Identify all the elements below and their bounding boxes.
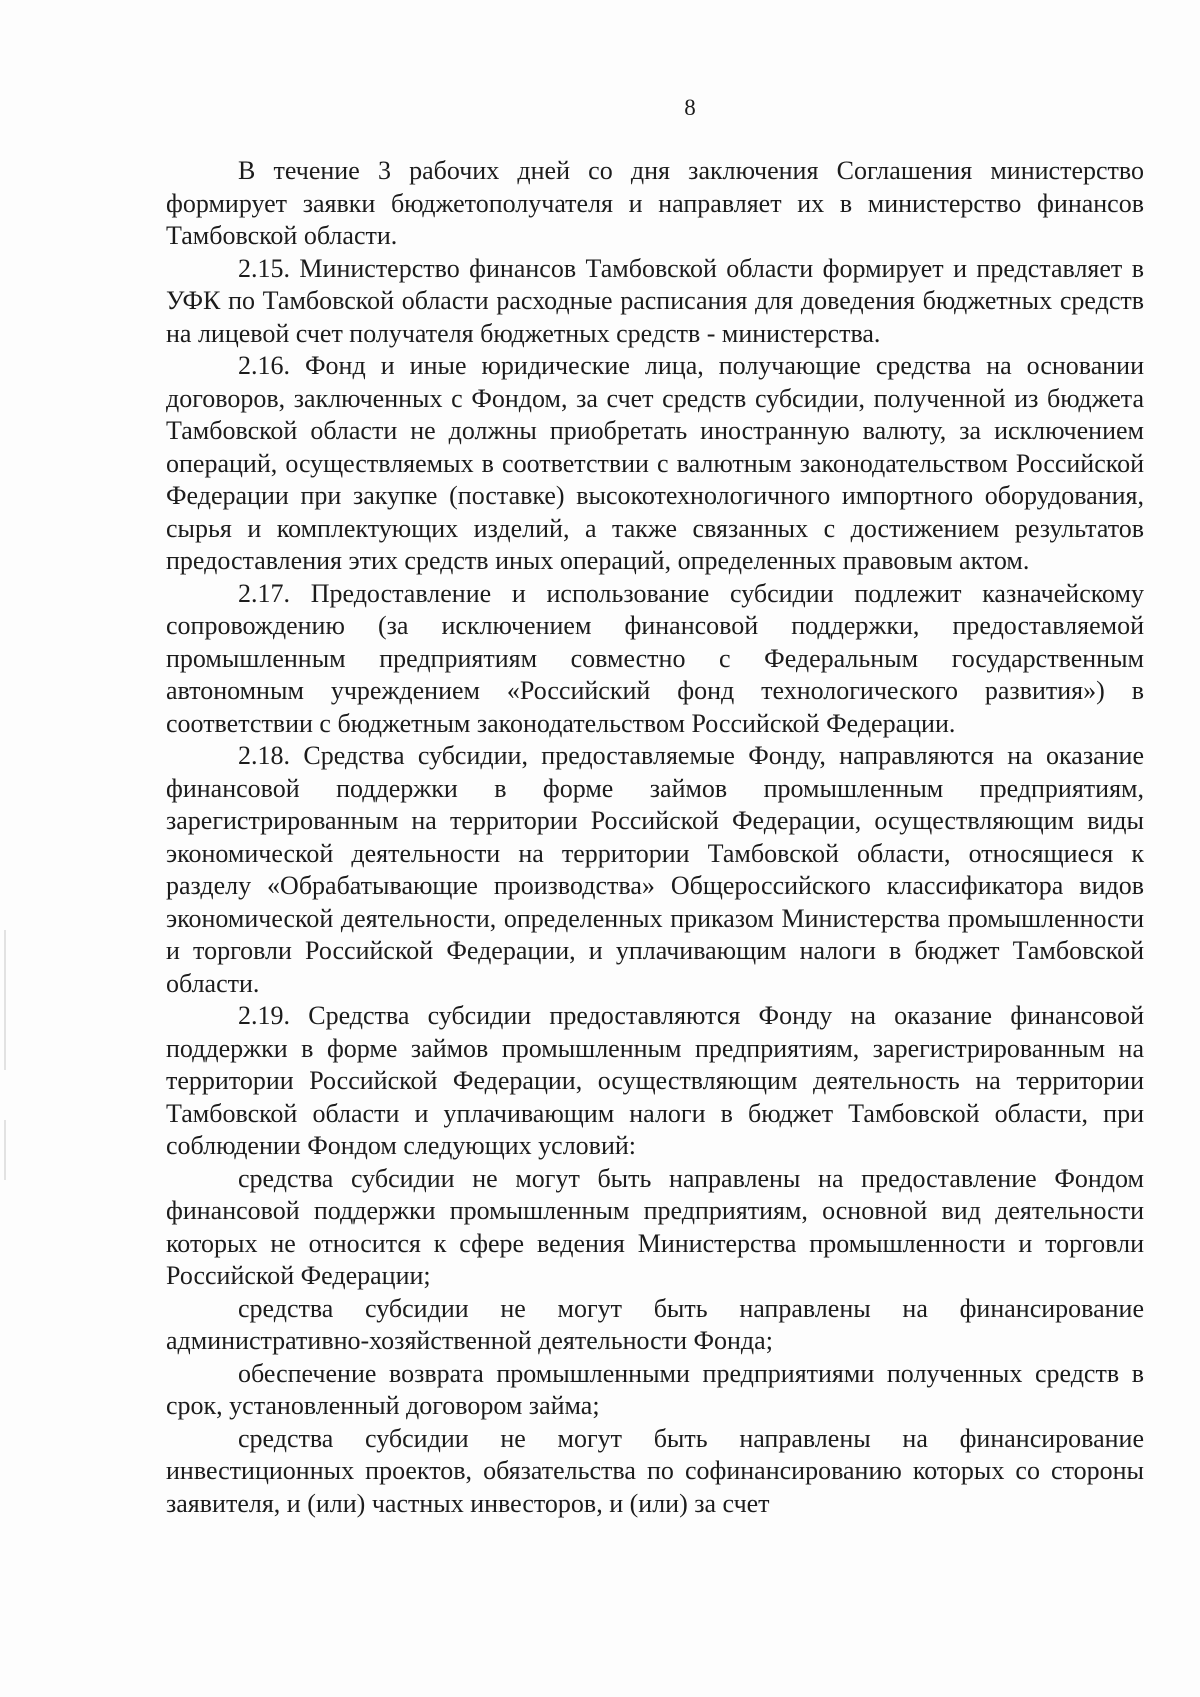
scan-edge-mark <box>4 930 6 1070</box>
paragraph-2-18: 2.18. Средства субсидии, предоставляемые Фонду, направляются на оказание финансовой поддержки в форме займов промышленным предприятиям, зарегистрированным на территории Российской Федерации, осуществляющим виды экономической деятельности на территории Тамбовской области, относящиеся к разделу «Обрабатывающие производства» Общероссийского классификатора видов экономической деятельности, определенных приказом Министерства промышленности и торговли Российской Федерации, и уплачивающим налоги в бюджет Тамбовской области. <box>166 741 1144 998</box>
document-body <box>166 155 1144 1520</box>
paragraph-2-16: 2.16. Фонд и иные юридические лица, получающие средства на основании договоров, заключенных с Фондом, за счет средств субсидии, полученной из бюджета Тамбовской области не должны приобретать иностранную валюту, за исключением операций, осуществляемых в соответствии с валютным законодательством Российской Федерации при закупке (поставке) высокотехнологичного импортного оборудования, сырья и комплектующих изделий, а также связанных с достижением результатов предоставления этих средств иных операций, определенных правовым актом. <box>166 351 1144 575</box>
paragraph: В течение 3 рабочих дней со дня заключения Соглашения министерство формирует заявки бюджетополучателя и направляет их в министерство финансов Тамбовской области. <box>166 156 1144 250</box>
condition-item: средства субсидии не могут быть направлены на финансирование административно-хозяйственной деятельности Фонда; <box>166 1293 1144 1355</box>
condition-item: средства субсидии не могут быть направлены на предоставление Фондом финансовой поддержки промышленным предприятиям, основной вид деятельности которых не относится к сфере ведения Министерства промышленности и торговли Российской Федерации; <box>166 1163 1144 1290</box>
paragraph-2-15: 2.15. Министерство финансов Тамбовской области формирует и представляет в УФК по Тамбовской области расходные расписания для доведения бюджетных средств на лицевой счет получателя бюджетных средств - министерства. <box>166 253 1144 348</box>
condition-item: обеспечение возврата промышленными предприятиями полученных средств в срок, установленный договором займа; <box>166 1358 1144 1420</box>
condition-item: средства субсидии не могут быть направлены на финансирование инвестиционных проектов, обязательства по софинансированию которых со стороны заявителя, и (или) частных инвесторов, и (или) за счет <box>166 1423 1144 1518</box>
paragraph-2-17: 2.17. Предоставление и использование субсидии подлежит казначейскому сопровождению (за исключением финансовой поддержки, предоставляемой промышленным предприятиям совместно с Федеральным государственным автономным учреждением «Российский фонд технологического развития») в соответствии с бюджетным законодательством Российской Федерации. <box>166 578 1144 738</box>
scan-edge-mark <box>4 1120 6 1180</box>
paragraph-2-19: 2.19. Средства субсидии предоставляются Фонду на оказание финансовой поддержки в форме займов промышленным предприятиям, зарегистрированным на территории Российской Федерации, осуществляющим деятельность на территории Тамбовской области и уплачивающим налоги в бюджет Тамбовской области, при соблюдении Фондом следующих условий: <box>166 1001 1144 1160</box>
page-number: 8 <box>684 95 696 120</box>
